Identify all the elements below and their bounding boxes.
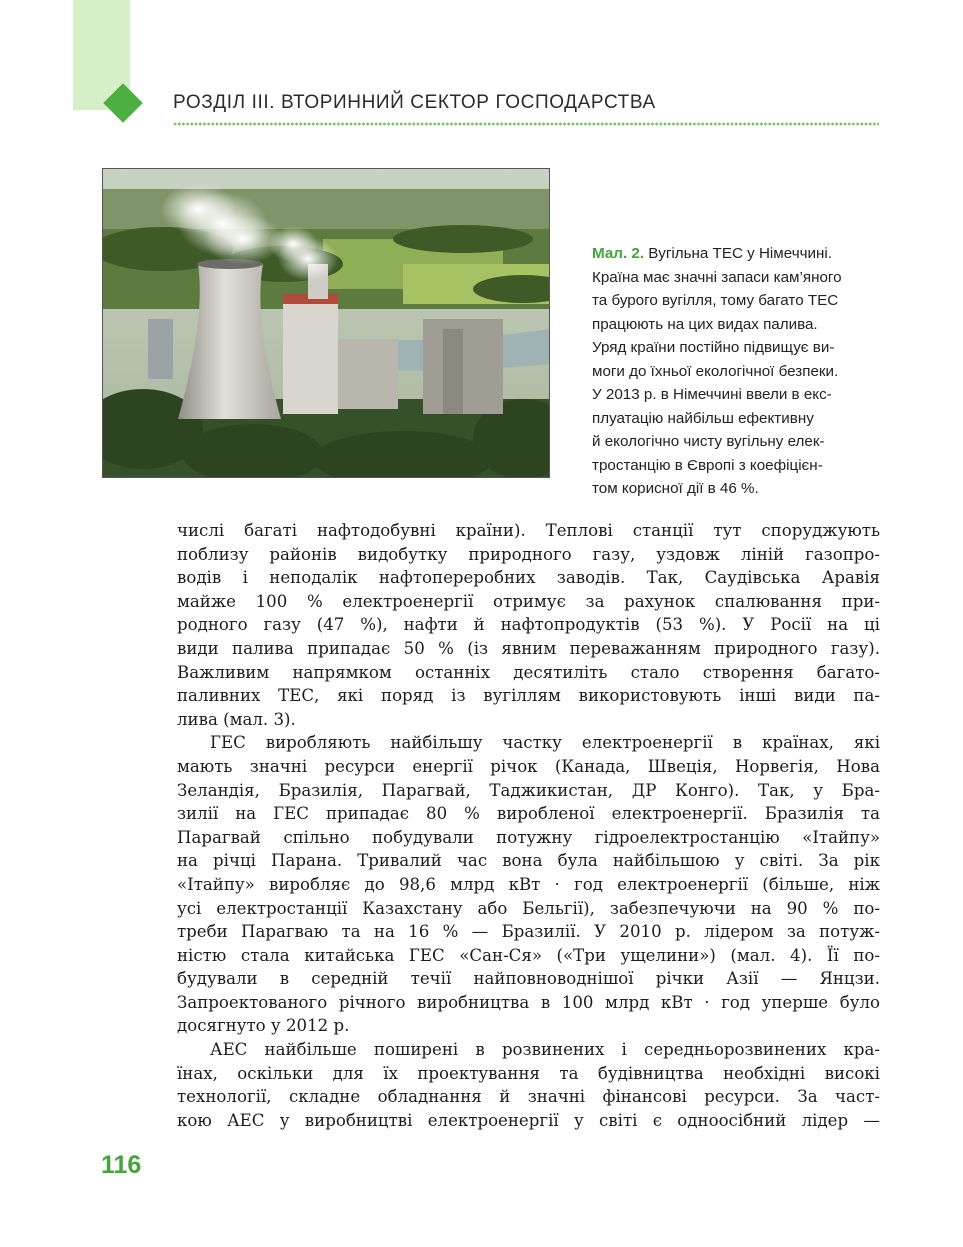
body-text-line: технології, складне обладнання й значні фінансові ресурси. За част- <box>177 1087 880 1107</box>
body-text-line: числі багаті нафтодобувні країни). Теплові станції тут споруджують <box>177 521 880 540</box>
body-text-line: родного газу (47 %), нафти й нафтопродуктів (53 %). У Росії на ці <box>177 615 880 635</box>
caption-line-1 <box>592 242 882 266</box>
body-text-line: поблизу районів видобутку природного газу, уздовж ліній газопро- <box>177 544 880 564</box>
caption-line: У 2013 р. в Німеччині ввели в екс- <box>592 386 832 403</box>
caption-line: тростанцію в Європі з коефіцієн- <box>592 456 823 474</box>
caption-line: Уряд країни постійно підвищує ви- <box>592 339 835 356</box>
body-text-line: види палива припадає 50 % (із явним переважанням природного газу). <box>177 638 880 658</box>
body-text-line: усі електростанції Казахстану або Бельгії), забезпечуючи на 90 % по- <box>177 898 880 918</box>
caption-text: Вугільна ТЕС у Німеччині. <box>644 245 832 262</box>
caption-line: моги до їхньої екологічної безпеки. <box>592 362 839 380</box>
body-text-line: досягнуто у 2012 р. <box>177 1016 350 1036</box>
body-text-line: АЕС найбільше поширені в розвинених і середньорозвинених кра- <box>210 1040 880 1060</box>
caption-line: Країна має значні запаси кам’яного <box>592 268 842 286</box>
body-text-line: «Ітайпу» виробляє до 98,6 млрд кВт · год електроенергії (більше, ніж <box>177 874 880 894</box>
body-text-line: Запроектованого річного виробництва в 100 млрд кВт · год уперше було <box>177 992 880 1012</box>
body-text-line: майже 100 % електроенергії отримує за рахунок спалювання при- <box>177 591 880 611</box>
body-text-line: зилії на ГЕС припадає 80 % виробленої електроенергії. Бразилія та <box>177 804 880 824</box>
body-text-line: кою АЕС у виробництві електроенергії у світі є одноосібний лідер — <box>177 1110 880 1130</box>
body-text-line: Важливим напрямком останніх десятиліть стало створення багато- <box>177 662 880 682</box>
body-text-line: лива (мал. 3). <box>177 709 296 729</box>
body-text-line: їнах, оскільки для їх проектування та будівництва необхідні високі <box>177 1063 880 1083</box>
figure-label: Мал. 2. <box>592 245 645 262</box>
body-text-line: ГЕС виробляють найбільшу частку електроенергії в країнах, які <box>210 733 880 753</box>
header-divider <box>173 121 879 127</box>
body-text-line: треби Парагваю та на 16 % — Бразилії. У 2010 р. лідером за потуж- <box>177 922 880 942</box>
chapter-title: РОЗДІЛ ІІІ. ВТОРИННИЙ СЕКТОР ГОСПОДАРСТВА <box>173 92 656 113</box>
caption-line: плуатацію найбільш ефективну <box>592 409 814 427</box>
body-text-line: Зеландія, Бразилія, Парагвай, Таджикистан, ДР Конго). Так, у Бра- <box>177 780 880 800</box>
body-text-line: будували в середній течії найповноводнішої річки Азії — Янцзи. <box>177 969 880 989</box>
page-number: 116 <box>101 1151 142 1179</box>
caption-line: та бурого вугілля, тому багато ТЕС <box>592 292 839 309</box>
caption-line: працюють на цих видах палива. <box>592 315 818 333</box>
body-text-line: Парагвай спільно побудували потужну гідроелектростанцію «Ітайпу» <box>177 827 880 847</box>
figure-caption <box>592 242 882 501</box>
body-text-line: паливних ТЕС, які поряд із вугіллям використовують інші види па- <box>177 686 880 706</box>
body-text-line: на річці Парана. Тривалий час вона була найбільшою у світі. За рік <box>177 851 880 871</box>
body-text <box>177 519 880 1132</box>
body-text-line: мають значні ресурси енергії річок (Канада, Швеція, Норвегія, Нова <box>177 756 880 776</box>
caption-line: том корисної дії в 46 %. <box>592 480 759 497</box>
body-text-line: ністю стала китайська ГЕС «Сан-Ся» («Три ущелини») (мал. 4). Її по- <box>177 945 880 965</box>
body-text-line: водів і неподалік нафтопереробних заводів. Так, Саудівська Аравія <box>177 568 880 588</box>
coal-power-plant-photo <box>102 168 550 478</box>
caption-line: й екологічно чисту вугільну елек- <box>592 433 825 450</box>
